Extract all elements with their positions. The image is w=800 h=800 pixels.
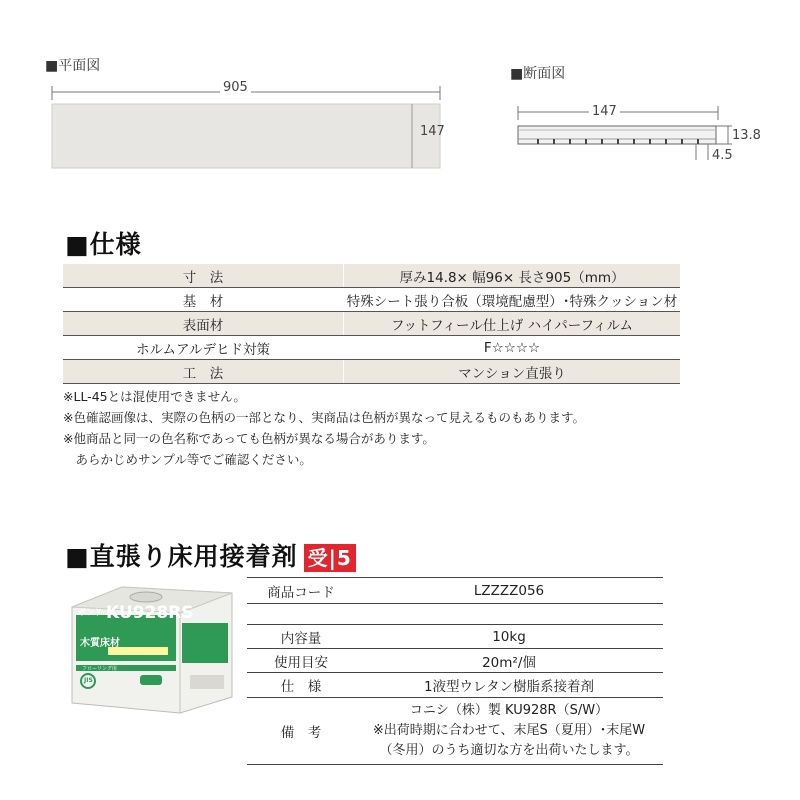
adhesive-row [247, 698, 663, 765]
adhesive-value: 1液型ウレタン樹脂系接着剤 [355, 673, 663, 698]
plan-view-title: ■平面図 [45, 58, 101, 74]
adhesive-row [247, 625, 663, 649]
section-view-title: ■断面図 [510, 66, 566, 82]
note-line: ※LL-45とは混使用できません。 [63, 389, 246, 404]
spec-value: フットフィール仕上げ ハイパーフィルム [344, 312, 681, 336]
remark-line: ※出荷時期に合わせて、末尾S（夏用）･末尾W [372, 723, 646, 738]
spec-value: F☆☆☆☆ [344, 336, 681, 360]
spec-key: ホルムアルデヒド対策 [63, 336, 344, 360]
spec-row [63, 360, 680, 384]
adhesive-key: 商品コード [247, 578, 355, 604]
can-brand-label: ボンド [78, 608, 102, 617]
adhesive-key: 備 考 [247, 698, 355, 765]
spec-heading: ■仕様 [65, 230, 142, 259]
note-line: ※他商品と同一の色名称であっても色柄が異なる場合があります。 [63, 431, 435, 446]
adhesive-key: 内容量 [247, 625, 355, 649]
spec-row [63, 312, 680, 336]
adhesive-row [247, 649, 663, 673]
plan-width-label: 905 [220, 80, 251, 95]
note-line: ※色確認画像は、実際の色柄の一部となり、実商品は色柄が異なって見えるものもあります。 [63, 410, 585, 425]
adhesive-row [247, 673, 663, 698]
remark-line: コニシ（株）製 KU928R（S/W） [409, 703, 609, 718]
spec-row [63, 264, 680, 288]
adhesive-value: LZZZZ056 [355, 578, 663, 604]
spec-row [63, 336, 680, 360]
can-subtitle-label: 木質床材 [80, 638, 120, 649]
spec-key: 工 法 [63, 360, 344, 384]
adhesive-heading [65, 537, 356, 573]
spec-key: 表面材 [63, 312, 344, 336]
spec-notes [63, 386, 585, 470]
spec-table [63, 264, 680, 384]
can-jis-label: JIS [84, 677, 93, 684]
adhesive-key: 使用目安 [247, 649, 355, 673]
adhesive-value: 20m²/個 [355, 649, 663, 673]
can-model-label: KU928RS [106, 603, 194, 623]
can-tag-label: 直張り施工用 [118, 636, 166, 645]
section-thickness-label: 13.8 [732, 128, 761, 143]
section-width-label: 147 [589, 104, 620, 119]
spec-value: マンション直張り [344, 360, 681, 384]
adhesive-title: ■直張り床用接着剤 [65, 542, 298, 571]
remark-line: （冬用）のうち適切な方を出荷いたします。 [379, 743, 639, 758]
adhesive-value [355, 698, 663, 765]
spec-value: 特殊シート張り合板（環境配慮型）･特殊クッション材 [344, 288, 681, 312]
section-edge-label: 4.5 [712, 148, 733, 163]
spec-key: 寸 法 [63, 264, 344, 288]
spec-row [63, 288, 680, 312]
floor-board-plan [52, 104, 440, 168]
adhesive-value: 10kg [355, 625, 663, 649]
plan-height-label: 147 [420, 124, 445, 139]
can-strip-label: フローリング用 [82, 666, 117, 672]
adhesive-key: 仕 様 [247, 673, 355, 698]
note-line: あらかじめサンプル等でご確認ください。 [63, 452, 312, 467]
adhesive-row [247, 578, 663, 604]
delivery-badge: 受|5 [304, 544, 356, 572]
adhesive-table [247, 577, 663, 765]
spec-value: 厚み14.8× 幅96× 長さ905（mm） [344, 264, 681, 288]
spec-key: 基 材 [63, 288, 344, 312]
